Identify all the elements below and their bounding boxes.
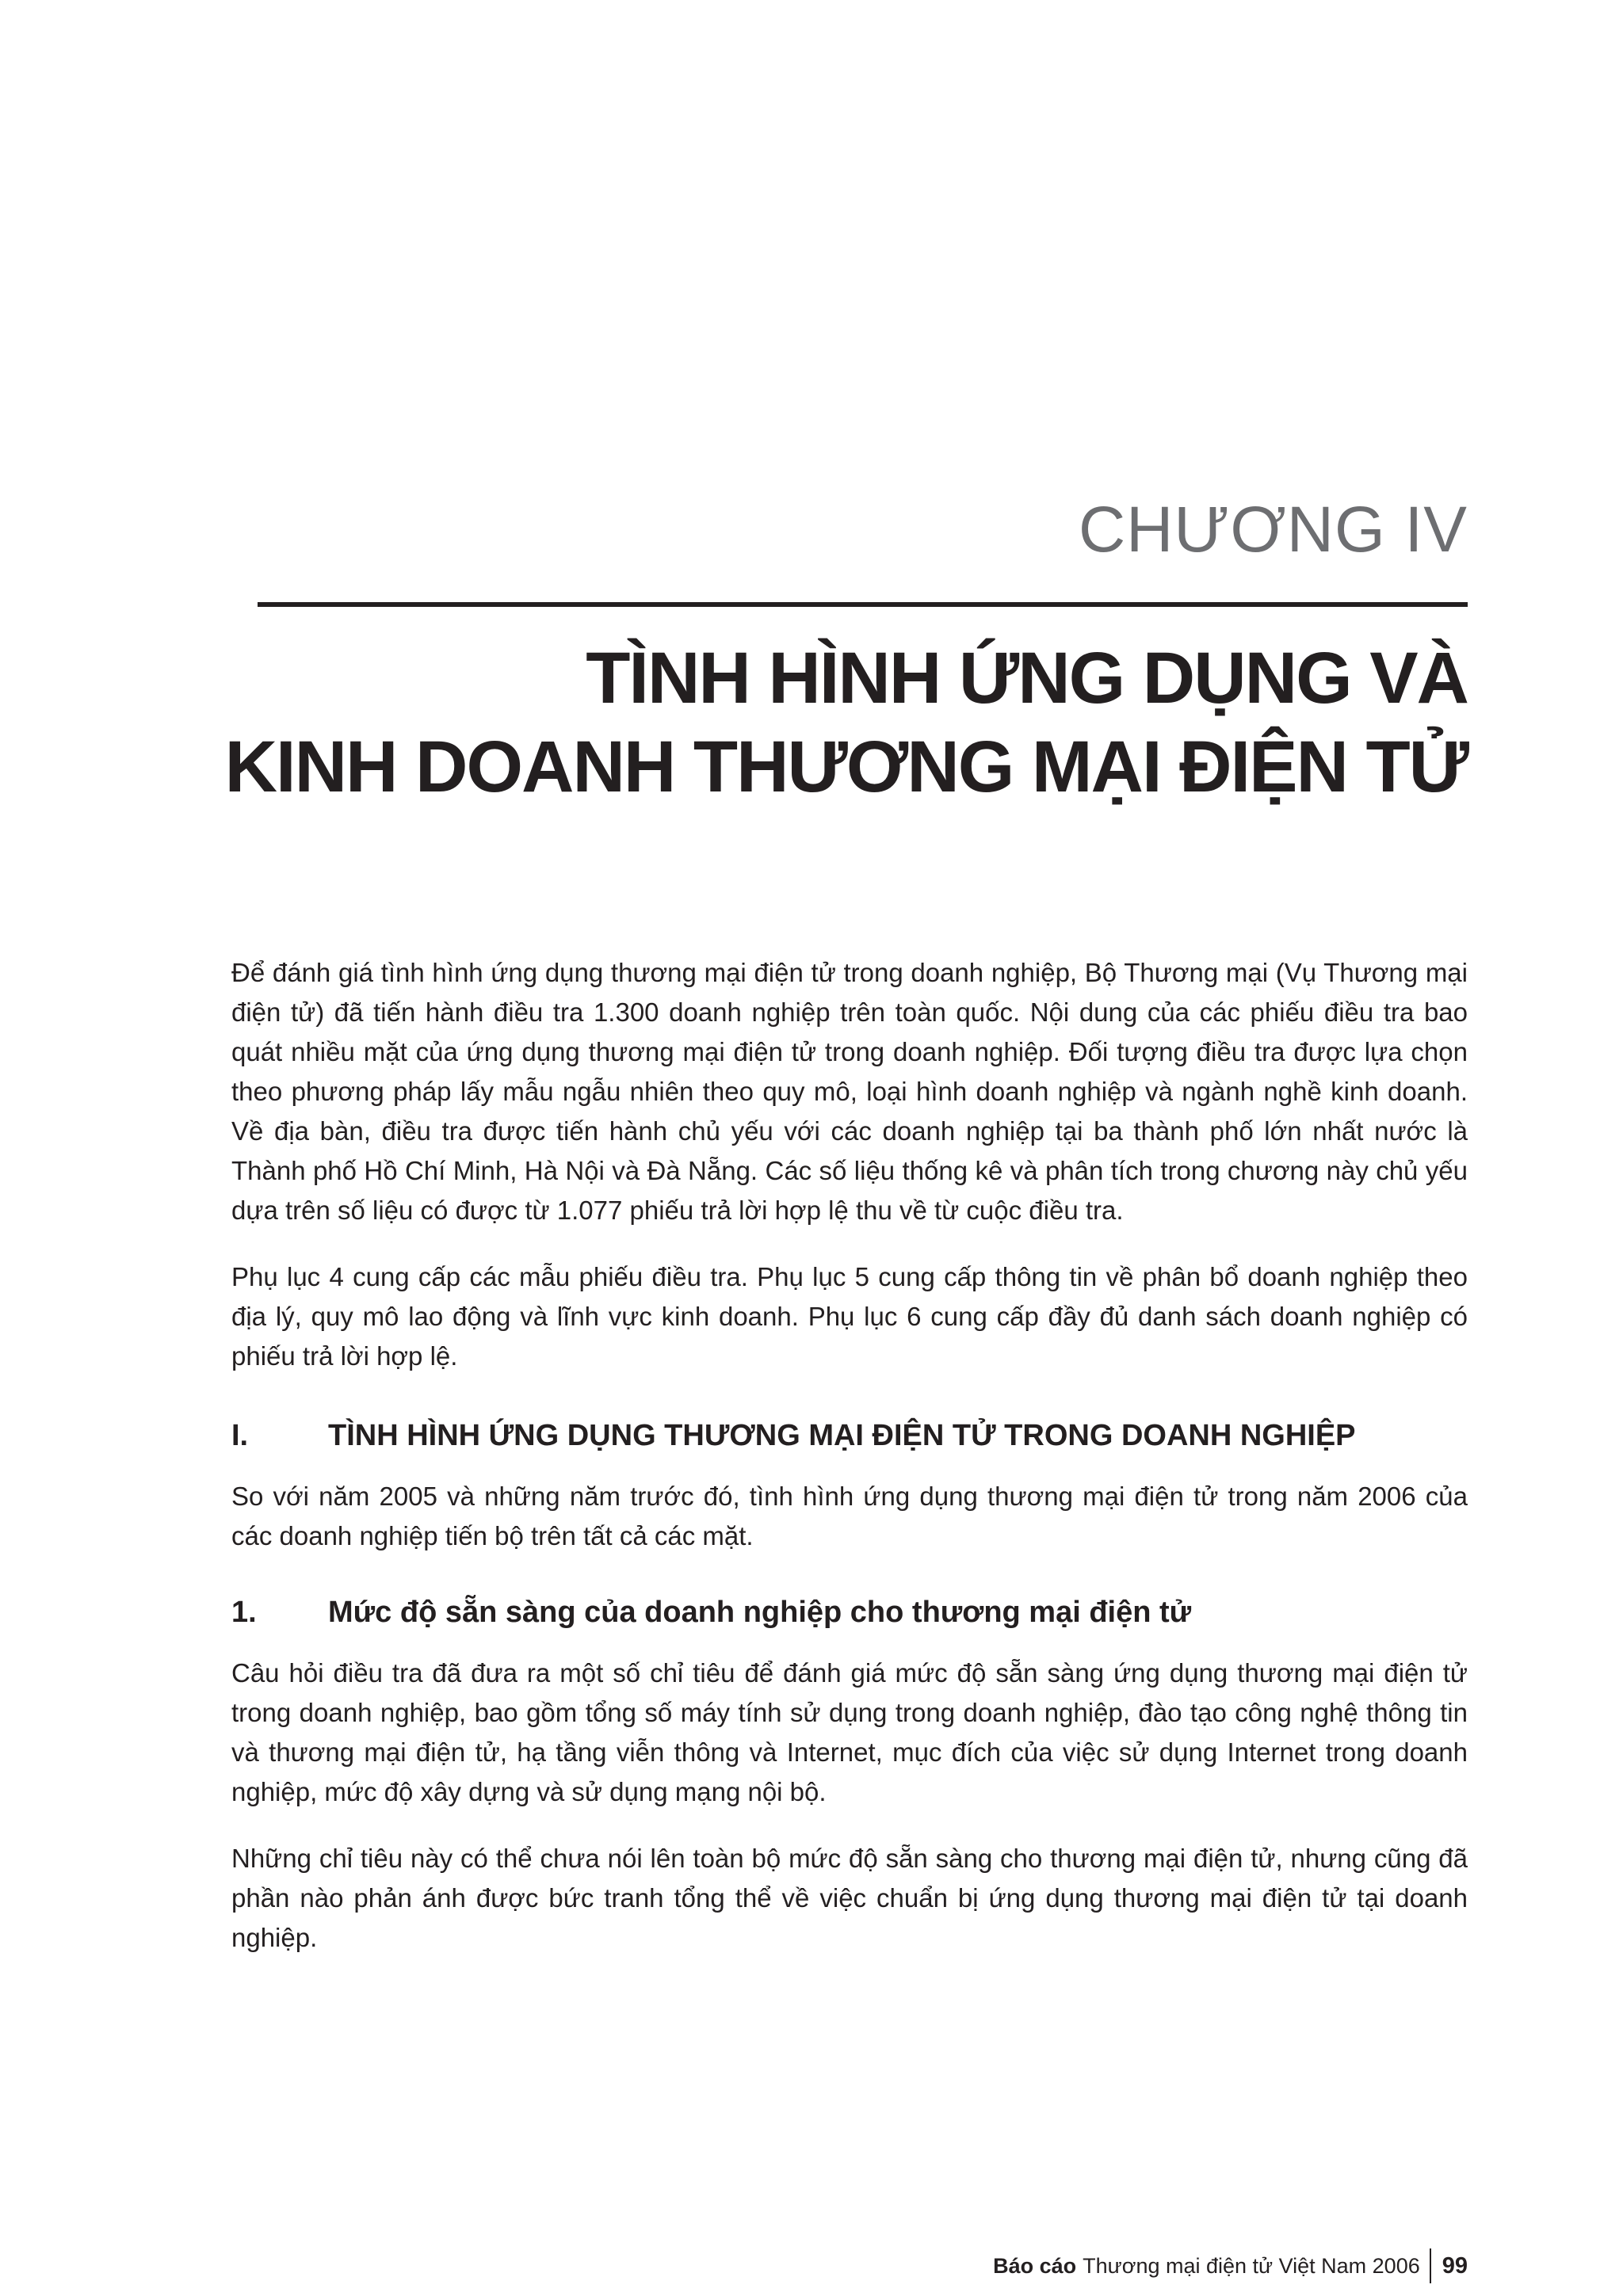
subsection-paragraph-2: Những chỉ tiêu này có thể chưa nói lên toàn bộ mức độ sẵn sàng cho thương mại điện tử, nhưng cũng đã phần nào phản ánh được bức tranh tổng thể về việc chuẩn bị ứng dụng thương mại điện tử tại doanh nghiệp. [231,1844,1468,1952]
section-paragraph: So với năm 2005 và những năm trước đó, tình hình ứng dụng thương mại điện tử trong năm 2006 của các doanh nghiệp tiến bộ trên tất cả các mặt. [231,1482,1468,1550]
subsection-paragraph-1: Câu hỏi điều tra đã đưa ra một số chỉ tiêu để đánh giá mức độ sẵn sàng ứng dụng thương mại điện tử trong doanh nghiệp, bao gồm tổng số máy tính sử dụng trong doanh nghiệp, đào tạo công nghệ thông tin và thương mại điện tử, hạ tầng viễn thông và Internet, mục đích của việc sử dụng Internet trong doanh nghiệp, mức độ xây dựng và sử dụng mạng nội bộ. [231,1658,1468,1806]
subsection-number: 1. [231,1596,257,1629]
page-number: 99 [1442,2252,1468,2279]
intro-paragraph-1: Để đánh giá tình hình ứng dụng thương mại điện tử trong doanh nghiệp, Bộ Thương mại (Vụ Thương mại điện tử) đã tiến hành điều tra 1.300 doanh nghiệp trên toàn quốc. Nội dung của các phiếu điều tra bao quát nhiều mặt của ứng dụng thương mại điện tử trong doanh nghiệp. Đối tượng điều tra được lựa chọn theo phương pháp lấy mẫu ngẫu nhiên theo quy mô, loại hình doanh nghiệp và ngành nghề kinh doanh. Về địa bàn, điều tra được tiến hành chủ yếu với các doanh nghiệp tại ba thành phố lớn nhất nước là Thành phố Hồ Chí Minh, Hà Nội và Đà Nẵng. Các số liệu thống kê và phân tích trong chương này chủ yếu dựa trên số liệu có được từ 1.077 phiếu trả lời hợp lệ thu về từ cuộc điều tra. [231,958,1468,1225]
chapter-title [120,634,1468,811]
subsection-title: Mức độ sẵn sàng của doanh nghiệp cho thương mại điện tử [328,1596,1192,1629]
subsection-heading [231,1596,1468,1630]
section-number: I. [231,1419,249,1452]
chapter-title-line-1: TÌNH HÌNH ỨNG DỤNG VÀ [586,638,1468,719]
intro-paragraph-2: Phụ lục 4 cung cấp các mẫu phiếu điều tra. Phụ lục 5 cung cấp thông tin về phân bổ doanh nghiệp theo địa lý, quy mô lao động và lĩnh vực kinh doanh. Phụ lục 6 cung cấp đầy đủ danh sách doanh nghiệp có phiếu trả lời hợp lệ. [231,1262,1468,1371]
chapter-divider [258,602,1468,607]
footer-publication-title: Thương mại điện tử Việt Nam 2006 [1083,2253,1420,2278]
footer-divider [1430,2248,1431,2283]
page-footer [993,2248,1468,2283]
section-heading [231,1419,1468,1453]
chapter-label: CHƯƠNG IV [1078,494,1468,566]
body-content [231,953,1468,1985]
chapter-title-line-2: KINH DOANH THƯƠNG MẠI ĐIỆN TỬ [224,727,1468,807]
section-title: TÌNH HÌNH ỨNG DỤNG THƯƠNG MẠI ĐIỆN TỬ TRONG DOANH NGHIỆP [328,1419,1356,1452]
footer-publication-bold: Báo cáo [993,2253,1077,2278]
